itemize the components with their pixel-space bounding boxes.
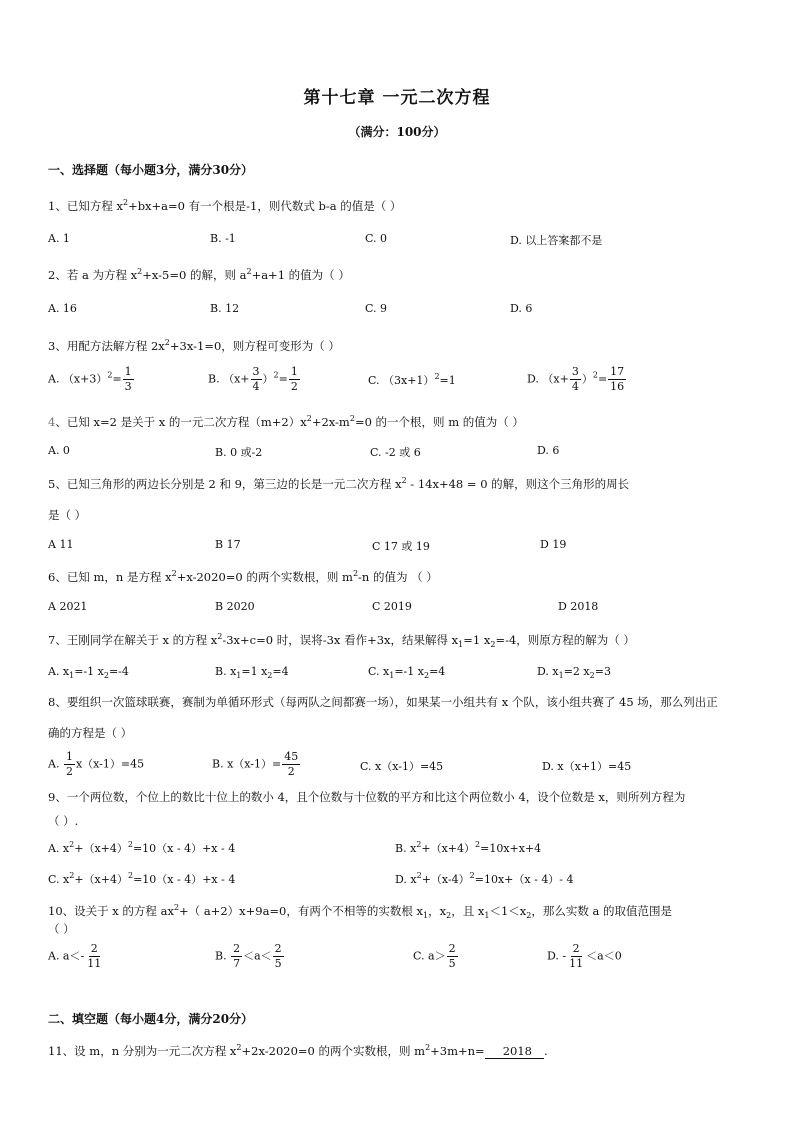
question-6-option-a: A 2021: [48, 600, 88, 613]
question-8-option-a: A. $\frac{1}{2}$ x（x-1）=45: [48, 750, 145, 778]
fraction: $\frac{2}{7}$: [233, 942, 241, 970]
question-1-option-d: D. 以上答案都不是: [510, 234, 603, 247]
fraction: $\frac{45}{2}$: [284, 750, 299, 778]
fraction: $\frac{2}{5}$: [448, 942, 456, 970]
question-10-option-b: B. $\frac{2}{7}$ ＜a＜ $\frac{2}{5}$: [215, 942, 282, 970]
question-4-option-c: C. -2 或 6: [370, 446, 421, 459]
question-6-option-b: B 2020: [215, 600, 255, 613]
fraction: $\frac{17}{16}$: [610, 365, 625, 393]
question-5-option-a: A 11: [48, 538, 74, 551]
question-1-stem: 1、已知方程 $x^2+bx+a=0$ 有一个根是-1，则代数式 b-a 的值是（ ）: [48, 198, 402, 213]
question-4-option-d: D. 6: [537, 444, 560, 457]
question-3-option-b: B. （x+ $\frac{3}{4}$ ）$^2$= $\frac{1}{2}$: [208, 365, 298, 393]
question-7-option-b: B. $x_1=1$ $x_2=4$: [215, 665, 289, 680]
question-5-stem: 5、已知三角形的两边长分别是 2 和 9，第三边的长是一元二次方程 $x^2 - 14x+48 = 0$ 的解，则这个三角形的周长: [48, 476, 630, 491]
question-10-stem: 10、设关于 x 的方程 $ax^2+$（ a+2）x+9a=0，有两个不相等的实数根 $x_1$，$x_2$，且 $x_1<1<x_2$，那么实数 a 的取值范围是: [48, 903, 673, 920]
section-heading-choice: 一、选择题（每小题3分，满分30分）: [48, 163, 254, 177]
question-9-option-c: C. $x^2+(x+4)^2=10(x - 4)+x - 4$: [48, 871, 236, 886]
question-9-option-d: D. $x^2+(x-4)^2=10x+(x - 4)-$ 4: [395, 871, 574, 886]
fraction: $\frac{2}{11}$: [87, 942, 102, 970]
score-subtitle: （满分：100分）: [348, 125, 446, 139]
question-6-option-c: C 2019: [372, 600, 412, 613]
question-8-stem: 8、要组织一次篮球联赛，赛制为单循环形式（每两队之间都赛一场），如果某一小组共有 x 个队，该小组共赛了 45 场，那么列出正: [48, 695, 718, 709]
question-5-option-c: C 17 或 19: [372, 540, 430, 553]
question-10-option-c: C. a＞ $\frac{2}{5}$: [413, 942, 456, 970]
question-3-option-d: D. （x+ $\frac{3}{4}$ ）$^2$= $\frac{17}{16}$: [527, 365, 625, 393]
question-8-stem-line2: 确的方程是（ ）: [48, 726, 133, 740]
question-10-option-d: D. - $\frac{2}{11}$ ＜a＜0: [547, 942, 622, 970]
question-5-option-b: B 17: [215, 538, 241, 551]
fraction: $\frac{1}{3}$: [124, 365, 132, 393]
question-9-stem-line2: （ ）.: [48, 814, 79, 828]
question-9-option-a: A. $x^2+(x+4)^2=10(x - 4)+x - 4$: [48, 840, 236, 855]
question-4-option-b: B. 0 或-2: [215, 446, 263, 459]
question-2-option-a: A. 16: [48, 302, 77, 315]
question-7-option-c: C. $x_1=-1$ $x_2=4$: [368, 665, 446, 680]
fraction: $\frac{3}{4}$: [252, 365, 260, 393]
question-6-option-d: D 2018: [558, 600, 599, 613]
question-7-stem: 7、王刚同学在解关于 x 的方程 $x^2-3x+c=0$ 时，误将-3x 看作+3x，结果解得 $x_1=1$ $x_2=-4$，则原方程的解为（ ）: [48, 632, 635, 649]
question-2-stem: 2、若 a 为方程 $x^2+x-5=0$ 的解，则 $a^2+a+1$ 的值为（ ）: [48, 267, 350, 282]
question-3-option-a: A. $(x+3)^2=$ $\frac{1}{3}$: [48, 365, 132, 393]
question-1-option-a: A. 1: [48, 232, 70, 245]
question-1-option-b: B. -1: [210, 232, 236, 245]
question-9-option-b: B. $x^2+(x+4)^2=10x+x+4$: [395, 840, 542, 855]
question-8-option-d: D. x（x+1）=45: [542, 760, 632, 773]
answer-blank[interactable]: 2018: [485, 1044, 544, 1059]
question-2-option-c: C. 9: [365, 302, 388, 315]
question-5-option-d: D 19: [540, 538, 567, 551]
question-8-option-c: C. x（x-1）=45: [360, 760, 444, 773]
question-10-option-a: A. a＜- $\frac{2}{11}$: [48, 942, 102, 970]
question-10-stem-line2: （ ）: [48, 922, 75, 936]
question-11-stem: 11、设 m，n 分别为一元二次方程 $x^2+2x-2020=0$ 的两个实数根，则 $m^2+3m+n= 2018$ .: [48, 1043, 548, 1058]
fraction: $\frac{2}{5}$: [274, 942, 282, 970]
chapter-title: 第十七章 一元二次方程: [303, 88, 491, 108]
question-4-option-a: A. 0: [48, 444, 70, 457]
question-7-option-a: A. $x_1=-1$ $x_2=-4$: [48, 665, 129, 680]
question-8-option-b: B. x（x-1）= $\frac{45}{2}$: [212, 750, 299, 778]
question-2-option-d: D. 6: [510, 302, 533, 315]
question-6-stem: 6、已知 m，n 是方程 $x^2+x-2020=0$ 的两个实数根，则 $m^2-n$ 的值为 （ ）: [48, 569, 438, 584]
question-1-option-c: C. 0: [365, 232, 388, 245]
question-4-stem: 4、已知 x=2 是关于 x 的一元二次方程$(m+2)x^2+2x-m^2=0$ 的一个根，则 m 的值为（ ）: [48, 414, 524, 429]
section-heading-fill-blank: 二、填空题（每小题4分，满分20分）: [48, 1012, 254, 1026]
question-3-option-c: C. $(3x+1)^2=1$: [368, 372, 456, 387]
question-9-stem: 9、一个两位数，个位上的数比十位上的数小 4，且个位数与十位数的平方和比这个两位数小 4，设个位数是 x，则所列方程为: [48, 790, 686, 804]
fraction: $\frac{1}{2}$: [65, 750, 73, 778]
question-2-option-b: B. 12: [210, 302, 240, 315]
fraction: $\frac{3}{4}$: [571, 365, 579, 393]
question-5-stem-line2: 是（ ）: [48, 508, 87, 522]
question-7-option-d: D. $x_1=2$ $x_2=3$: [537, 665, 611, 680]
fraction: $\frac{1}{2}$: [290, 365, 298, 393]
fraction: $\frac{2}{11}$: [569, 942, 584, 970]
question-3-stem: 3、用配方法解方程 $2x^2+3x-1=0$，则方程可变形为（ ）: [48, 338, 340, 353]
